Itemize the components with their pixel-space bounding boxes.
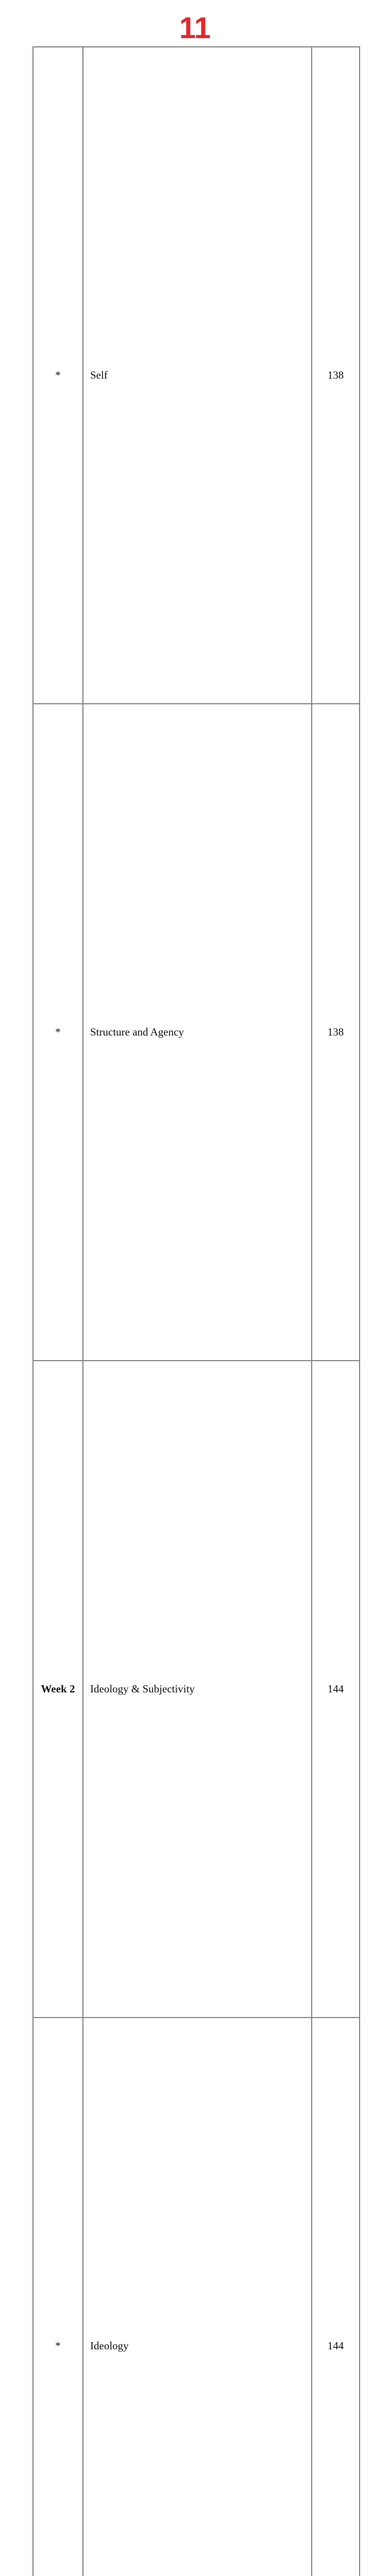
- topic-cell: Ideology: [83, 2018, 312, 2576]
- page-cell: 144: [312, 2018, 360, 2576]
- week-cell: *: [33, 2018, 83, 2576]
- topic-cell: Structure and Agency: [83, 704, 312, 1361]
- table-row: [33, 1361, 360, 2018]
- contents-table: [32, 46, 360, 2576]
- table-row: [33, 704, 360, 1361]
- topic-cell: Self: [83, 47, 312, 704]
- page-cell: 138: [312, 704, 360, 1361]
- toc-table-body: [33, 47, 360, 2576]
- page-cell: 138: [312, 47, 360, 704]
- page-number: 11: [179, 11, 211, 45]
- week-cell: *: [33, 47, 83, 704]
- week-cell: *: [33, 704, 83, 1361]
- table-row: [33, 47, 360, 704]
- document-page: [0, 11, 390, 2352]
- week-cell: Week 2: [33, 1361, 83, 2018]
- table-row: [33, 2018, 360, 2576]
- topic-cell: Ideology & Subjectivity: [83, 1361, 312, 2018]
- page-cell: 144: [312, 1361, 360, 2018]
